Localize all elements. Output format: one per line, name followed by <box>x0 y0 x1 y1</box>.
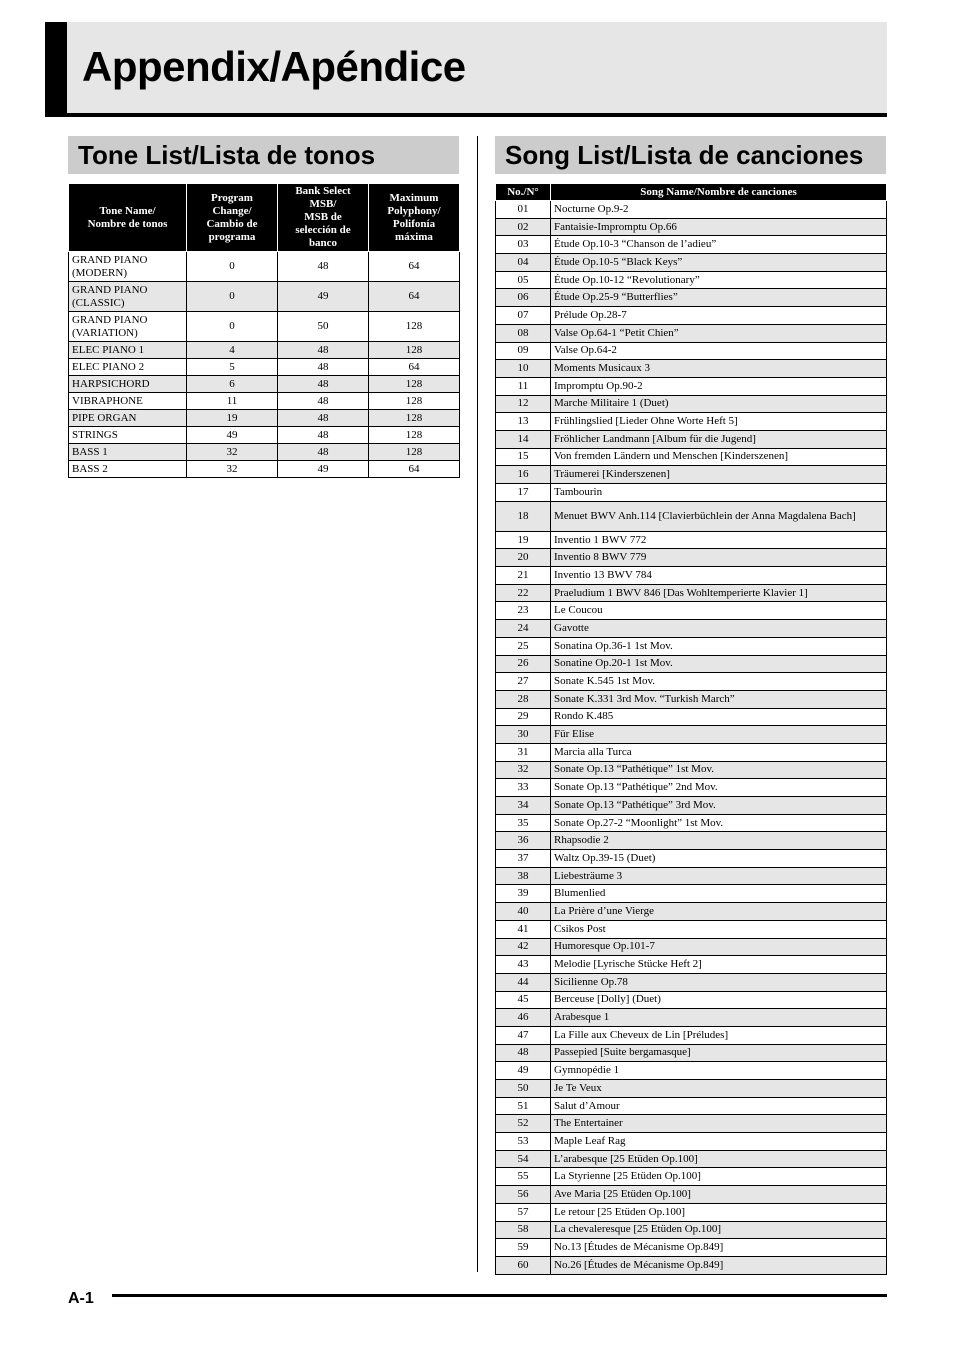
song-table-row <box>496 690 887 708</box>
program-change-cell: 49 <box>187 427 278 444</box>
program-change-cell: 6 <box>187 376 278 393</box>
song-number-cell: 36 <box>496 832 551 850</box>
song-number-cell: 30 <box>496 726 551 744</box>
song-number-cell: 53 <box>496 1133 551 1151</box>
song-table-row <box>496 761 887 779</box>
song-name-cell: Passepied [Suite bergamasque] <box>551 1044 887 1062</box>
song-name-cell: Arabesque 1 <box>551 1009 887 1027</box>
song-name-cell: Le Coucou <box>551 602 887 620</box>
song-name-cell: Ave Maria [25 Etüden Op.100] <box>551 1186 887 1204</box>
song-name-cell: Inventio 8 BWV 779 <box>551 549 887 567</box>
song-name-cell: Sonate Op.13 “Pathétique” 1st Mov. <box>551 761 887 779</box>
song-name-cell: La Fille aux Cheveux de Lin [Préludes] <box>551 1026 887 1044</box>
song-table-row <box>496 413 887 431</box>
song-name-cell: Sonatina Op.36-1 1st Mov. <box>551 637 887 655</box>
song-table-header-row <box>496 184 887 201</box>
polyphony-cell: 64 <box>369 461 460 478</box>
song-table-row <box>496 466 887 484</box>
song-number-cell: 26 <box>496 655 551 673</box>
tone-name-header: Tone Name/ Nombre de tonos <box>69 184 187 252</box>
song-table-row <box>496 395 887 413</box>
song-table-row <box>496 602 887 620</box>
song-name-cell: Sonate K.331 3rd Mov. “Turkish March” <box>551 690 887 708</box>
song-name-cell: Maple Leaf Rag <box>551 1133 887 1151</box>
song-name-cell: Gavotte <box>551 620 887 638</box>
tone-table-header-row <box>69 184 460 252</box>
song-name-cell: No.26 [Études de Mécanisme Op.849] <box>551 1256 887 1274</box>
song-name-cell: Valse Op.64-2 <box>551 342 887 360</box>
song-number-cell: 15 <box>496 448 551 466</box>
tone-name-cell: HARPSICHORD <box>69 376 187 393</box>
song-number-cell: 39 <box>496 885 551 903</box>
column-divider <box>477 136 478 1272</box>
bank-select-header: Bank Select MSB/ MSB de selección de banco <box>278 184 369 252</box>
song-number-cell: 38 <box>496 867 551 885</box>
tone-table-row <box>69 410 460 427</box>
song-name-cell: Für Elise <box>551 726 887 744</box>
bank-msb-cell: 48 <box>278 410 369 427</box>
song-table-row <box>496 938 887 956</box>
song-number-cell: 08 <box>496 324 551 342</box>
song-number-cell: 31 <box>496 743 551 761</box>
song-name-cell: Le retour [25 Etüden Op.100] <box>551 1203 887 1221</box>
song-number-cell: 47 <box>496 1026 551 1044</box>
song-number-cell: 33 <box>496 779 551 797</box>
song-name-cell: Praeludium 1 BWV 846 [Das Wohltemperierte Klavier 1] <box>551 584 887 602</box>
tone-table-row <box>69 393 460 410</box>
song-table-row <box>496 342 887 360</box>
song-name-cell: Menuet BWV Anh.114 [Clavierbüchlein der Anna Magdalena Bach] <box>551 501 887 531</box>
program-change-cell: 11 <box>187 393 278 410</box>
song-name-cell: Prélude Op.28-7 <box>551 307 887 325</box>
bank-msb-cell: 48 <box>278 359 369 376</box>
song-table-row <box>496 1115 887 1133</box>
polyphony-cell: 128 <box>369 342 460 359</box>
song-table-row <box>496 673 887 691</box>
song-name-cell: Berceuse [Dolly] (Duet) <box>551 991 887 1009</box>
polyphony-cell: 64 <box>369 282 460 312</box>
song-number-cell: 12 <box>496 395 551 413</box>
song-table-row <box>496 1221 887 1239</box>
song-name-cell: Tambourin <box>551 484 887 502</box>
song-name-cell: Sonate Op.27-2 “Moonlight” 1st Mov. <box>551 814 887 832</box>
song-table-row <box>496 708 887 726</box>
polyphony-cell: 128 <box>369 427 460 444</box>
tone-name-cell: VIBRAPHONE <box>69 393 187 410</box>
song-number-cell: 49 <box>496 1062 551 1080</box>
song-number-cell: 17 <box>496 484 551 502</box>
song-name-cell: Marcia alla Turca <box>551 743 887 761</box>
song-name-cell: L’arabesque [25 Etüden Op.100] <box>551 1150 887 1168</box>
max-polyphony-header: Maximum Polyphony/ Polifonía máxima <box>369 184 460 252</box>
song-number-cell: 32 <box>496 761 551 779</box>
song-table-row <box>496 501 887 531</box>
song-table-row <box>496 218 887 236</box>
song-table-row <box>496 779 887 797</box>
song-name-cell: La Prière d’une Vierge <box>551 903 887 921</box>
song-number-cell: 48 <box>496 1044 551 1062</box>
tone-name-cell: ELEC PIANO 1 <box>69 342 187 359</box>
song-table-row <box>496 484 887 502</box>
song-name-cell: Melodie [Lyrische Stücke Heft 2] <box>551 956 887 974</box>
song-number-cell: 22 <box>496 584 551 602</box>
song-table-row <box>496 973 887 991</box>
bank-msb-cell: 48 <box>278 444 369 461</box>
song-number-cell: 23 <box>496 602 551 620</box>
program-change-cell: 32 <box>187 461 278 478</box>
song-number-cell: 11 <box>496 377 551 395</box>
bank-msb-cell: 49 <box>278 282 369 312</box>
song-table-row <box>496 1097 887 1115</box>
page-number: A-1 <box>68 1290 94 1307</box>
song-name-cell: La Styrienne [25 Etüden Op.100] <box>551 1168 887 1186</box>
song-table-row <box>496 1133 887 1151</box>
song-number-cell: 19 <box>496 531 551 549</box>
song-table-row <box>496 1026 887 1044</box>
polyphony-cell: 128 <box>369 393 460 410</box>
song-number-cell: 58 <box>496 1221 551 1239</box>
tone-name-cell: GRAND PIANO (CLASSIC) <box>69 282 187 312</box>
song-name-cell: Fröhlicher Landmann [Album für die Jugend] <box>551 430 887 448</box>
tone-table-row <box>69 376 460 393</box>
tone-name-cell: PIPE ORGAN <box>69 410 187 427</box>
song-table-row <box>496 867 887 885</box>
song-number-cell: 05 <box>496 271 551 289</box>
song-name-cell: Sicilienne Op.78 <box>551 973 887 991</box>
song-table-row <box>496 271 887 289</box>
tone-table-row <box>69 359 460 376</box>
song-table-row <box>496 549 887 567</box>
song-name-cell: Csikos Post <box>551 920 887 938</box>
tone-table-row <box>69 252 460 282</box>
song-name-cell: Inventio 1 BWV 772 <box>551 531 887 549</box>
song-name-cell: Inventio 13 BWV 784 <box>551 567 887 585</box>
song-table-row <box>496 531 887 549</box>
program-change-cell: 0 <box>187 312 278 342</box>
song-number-cell: 16 <box>496 466 551 484</box>
program-change-cell: 32 <box>187 444 278 461</box>
bank-msb-cell: 48 <box>278 342 369 359</box>
bank-msb-cell: 48 <box>278 427 369 444</box>
song-number-cell: 18 <box>496 501 551 531</box>
song-name-cell: Rondo K.485 <box>551 708 887 726</box>
song-name-cell: Frühlingslied [Lieder Ohne Worte Heft 5] <box>551 413 887 431</box>
song-name-cell: Humoresque Op.101-7 <box>551 938 887 956</box>
song-table-row <box>496 360 887 378</box>
tone-table-row <box>69 427 460 444</box>
tone-list-heading: Tone List/Lista de tonos <box>68 136 459 174</box>
song-table-row <box>496 1062 887 1080</box>
song-table-row <box>496 1239 887 1257</box>
song-table-row <box>496 1256 887 1274</box>
song-number-cell: 44 <box>496 973 551 991</box>
song-number-cell: 24 <box>496 620 551 638</box>
song-number-cell: 34 <box>496 797 551 815</box>
tone-name-cell: BASS 1 <box>69 444 187 461</box>
song-table-row <box>496 430 887 448</box>
song-name-cell: Moments Musicaux 3 <box>551 360 887 378</box>
bank-msb-cell: 48 <box>278 393 369 410</box>
song-number-cell: 42 <box>496 938 551 956</box>
song-number-cell: 41 <box>496 920 551 938</box>
song-table-row <box>496 814 887 832</box>
tone-name-cell: ELEC PIANO 2 <box>69 359 187 376</box>
song-number-cell: 04 <box>496 254 551 272</box>
song-number-cell: 07 <box>496 307 551 325</box>
footer-rule <box>112 1294 887 1297</box>
song-name-cell: Gymnopédie 1 <box>551 1062 887 1080</box>
tone-table-row <box>69 282 460 312</box>
song-number-cell: 10 <box>496 360 551 378</box>
song-number-cell: 29 <box>496 708 551 726</box>
song-number-cell: 20 <box>496 549 551 567</box>
polyphony-cell: 128 <box>369 410 460 427</box>
song-name-cell: Blumenlied <box>551 885 887 903</box>
song-table-row <box>496 655 887 673</box>
polyphony-cell: 128 <box>369 312 460 342</box>
song-table-row <box>496 726 887 744</box>
song-number-cell: 09 <box>496 342 551 360</box>
song-name-header: Song Name/Nombre de canciones <box>551 184 887 201</box>
song-name-cell: Je Te Veux <box>551 1080 887 1098</box>
song-number-cell: 01 <box>496 201 551 219</box>
song-number-cell: 55 <box>496 1168 551 1186</box>
song-name-cell: La chevaleresque [25 Etüden Op.100] <box>551 1221 887 1239</box>
song-number-header: No./N° <box>496 184 551 201</box>
song-name-cell: Sonate K.545 1st Mov. <box>551 673 887 691</box>
song-name-cell: Salut d’Amour <box>551 1097 887 1115</box>
song-table-row <box>496 1080 887 1098</box>
song-name-cell: Étude Op.10-5 “Black Keys” <box>551 254 887 272</box>
polyphony-cell: 128 <box>369 444 460 461</box>
song-number-cell: 45 <box>496 991 551 1009</box>
song-number-cell: 25 <box>496 637 551 655</box>
song-number-cell: 50 <box>496 1080 551 1098</box>
song-number-cell: 57 <box>496 1203 551 1221</box>
song-name-cell: Fantaisie-Impromptu Op.66 <box>551 218 887 236</box>
song-name-cell: Nocturne Op.9-2 <box>551 201 887 219</box>
song-table-row <box>496 903 887 921</box>
header-rule <box>45 113 887 117</box>
tone-name-cell: STRINGS <box>69 427 187 444</box>
tone-table-row <box>69 342 460 359</box>
song-list-table <box>495 183 887 1275</box>
song-table-row <box>496 850 887 868</box>
song-table-row <box>496 620 887 638</box>
tone-table-row <box>69 444 460 461</box>
song-number-cell: 21 <box>496 567 551 585</box>
tone-name-cell: GRAND PIANO (MODERN) <box>69 252 187 282</box>
song-name-cell: The Entertainer <box>551 1115 887 1133</box>
bank-msb-cell: 49 <box>278 461 369 478</box>
song-table-row <box>496 797 887 815</box>
song-number-cell: 51 <box>496 1097 551 1115</box>
song-name-cell: Valse Op.64-1 “Petit Chien” <box>551 324 887 342</box>
song-number-cell: 54 <box>496 1150 551 1168</box>
song-table-row <box>496 307 887 325</box>
program-change-header: Program Change/ Cambio de programa <box>187 184 278 252</box>
song-table-row <box>496 567 887 585</box>
song-number-cell: 59 <box>496 1239 551 1257</box>
song-number-cell: 56 <box>496 1186 551 1204</box>
song-number-cell: 43 <box>496 956 551 974</box>
bank-msb-cell: 48 <box>278 376 369 393</box>
song-name-cell: Sonate Op.13 “Pathétique” 2nd Mov. <box>551 779 887 797</box>
song-table-row <box>496 991 887 1009</box>
song-table-row <box>496 324 887 342</box>
song-number-cell: 28 <box>496 690 551 708</box>
song-number-cell: 13 <box>496 413 551 431</box>
song-number-cell: 37 <box>496 850 551 868</box>
song-table-row <box>496 254 887 272</box>
program-change-cell: 0 <box>187 252 278 282</box>
song-name-cell: Sonatine Op.20-1 1st Mov. <box>551 655 887 673</box>
program-change-cell: 5 <box>187 359 278 376</box>
song-table-row <box>496 885 887 903</box>
bank-msb-cell: 50 <box>278 312 369 342</box>
song-table-row <box>496 236 887 254</box>
song-name-cell: Sonate Op.13 “Pathétique” 3rd Mov. <box>551 797 887 815</box>
song-number-cell: 14 <box>496 430 551 448</box>
song-name-cell: Étude Op.25-9 “Butterflies” <box>551 289 887 307</box>
song-name-cell: Rhapsodie 2 <box>551 832 887 850</box>
tone-table-row <box>69 312 460 342</box>
song-number-cell: 02 <box>496 218 551 236</box>
song-name-cell: Liebesträume 3 <box>551 867 887 885</box>
song-table-row <box>496 637 887 655</box>
song-name-cell: Von fremden Ländern und Menschen [Kinderszenen] <box>551 448 887 466</box>
song-number-cell: 52 <box>496 1115 551 1133</box>
song-table-row <box>496 956 887 974</box>
polyphony-cell: 64 <box>369 359 460 376</box>
program-change-cell: 4 <box>187 342 278 359</box>
song-table-row <box>496 920 887 938</box>
song-table-row <box>496 201 887 219</box>
program-change-cell: 19 <box>187 410 278 427</box>
song-number-cell: 60 <box>496 1256 551 1274</box>
song-list-heading: Song List/Lista de canciones <box>495 136 886 174</box>
song-number-cell: 27 <box>496 673 551 691</box>
song-table-row <box>496 832 887 850</box>
program-change-cell: 0 <box>187 282 278 312</box>
tone-name-cell: GRAND PIANO (VARIATION) <box>69 312 187 342</box>
song-name-cell: Waltz Op.39-15 (Duet) <box>551 850 887 868</box>
song-name-cell: Étude Op.10-12 “Revolutionary” <box>551 271 887 289</box>
tone-list-table <box>68 183 460 478</box>
song-table-row <box>496 1186 887 1204</box>
song-table-row <box>496 584 887 602</box>
song-table-row <box>496 1009 887 1027</box>
song-number-cell: 06 <box>496 289 551 307</box>
song-table-row <box>496 448 887 466</box>
song-table-row <box>496 1150 887 1168</box>
song-number-cell: 40 <box>496 903 551 921</box>
song-table-row <box>496 1044 887 1062</box>
polyphony-cell: 64 <box>369 252 460 282</box>
page-title: Appendix/Apéndice <box>82 43 466 90</box>
song-number-cell: 35 <box>496 814 551 832</box>
header-accent-bar <box>45 22 67 116</box>
song-name-cell: No.13 [Études de Mécanisme Op.849] <box>551 1239 887 1257</box>
song-name-cell: Träumerei [Kinderszenen] <box>551 466 887 484</box>
song-table-row <box>496 1203 887 1221</box>
song-name-cell: Impromptu Op.90-2 <box>551 377 887 395</box>
song-number-cell: 46 <box>496 1009 551 1027</box>
tone-table-row <box>69 461 460 478</box>
tone-name-cell: BASS 2 <box>69 461 187 478</box>
song-table-row <box>496 1168 887 1186</box>
song-name-cell: Étude Op.10-3 “Chanson de l’adieu” <box>551 236 887 254</box>
song-number-cell: 03 <box>496 236 551 254</box>
song-table-row <box>496 289 887 307</box>
bank-msb-cell: 48 <box>278 252 369 282</box>
song-name-cell: Marche Militaire 1 (Duet) <box>551 395 887 413</box>
song-table-row <box>496 377 887 395</box>
polyphony-cell: 128 <box>369 376 460 393</box>
song-table-row <box>496 743 887 761</box>
